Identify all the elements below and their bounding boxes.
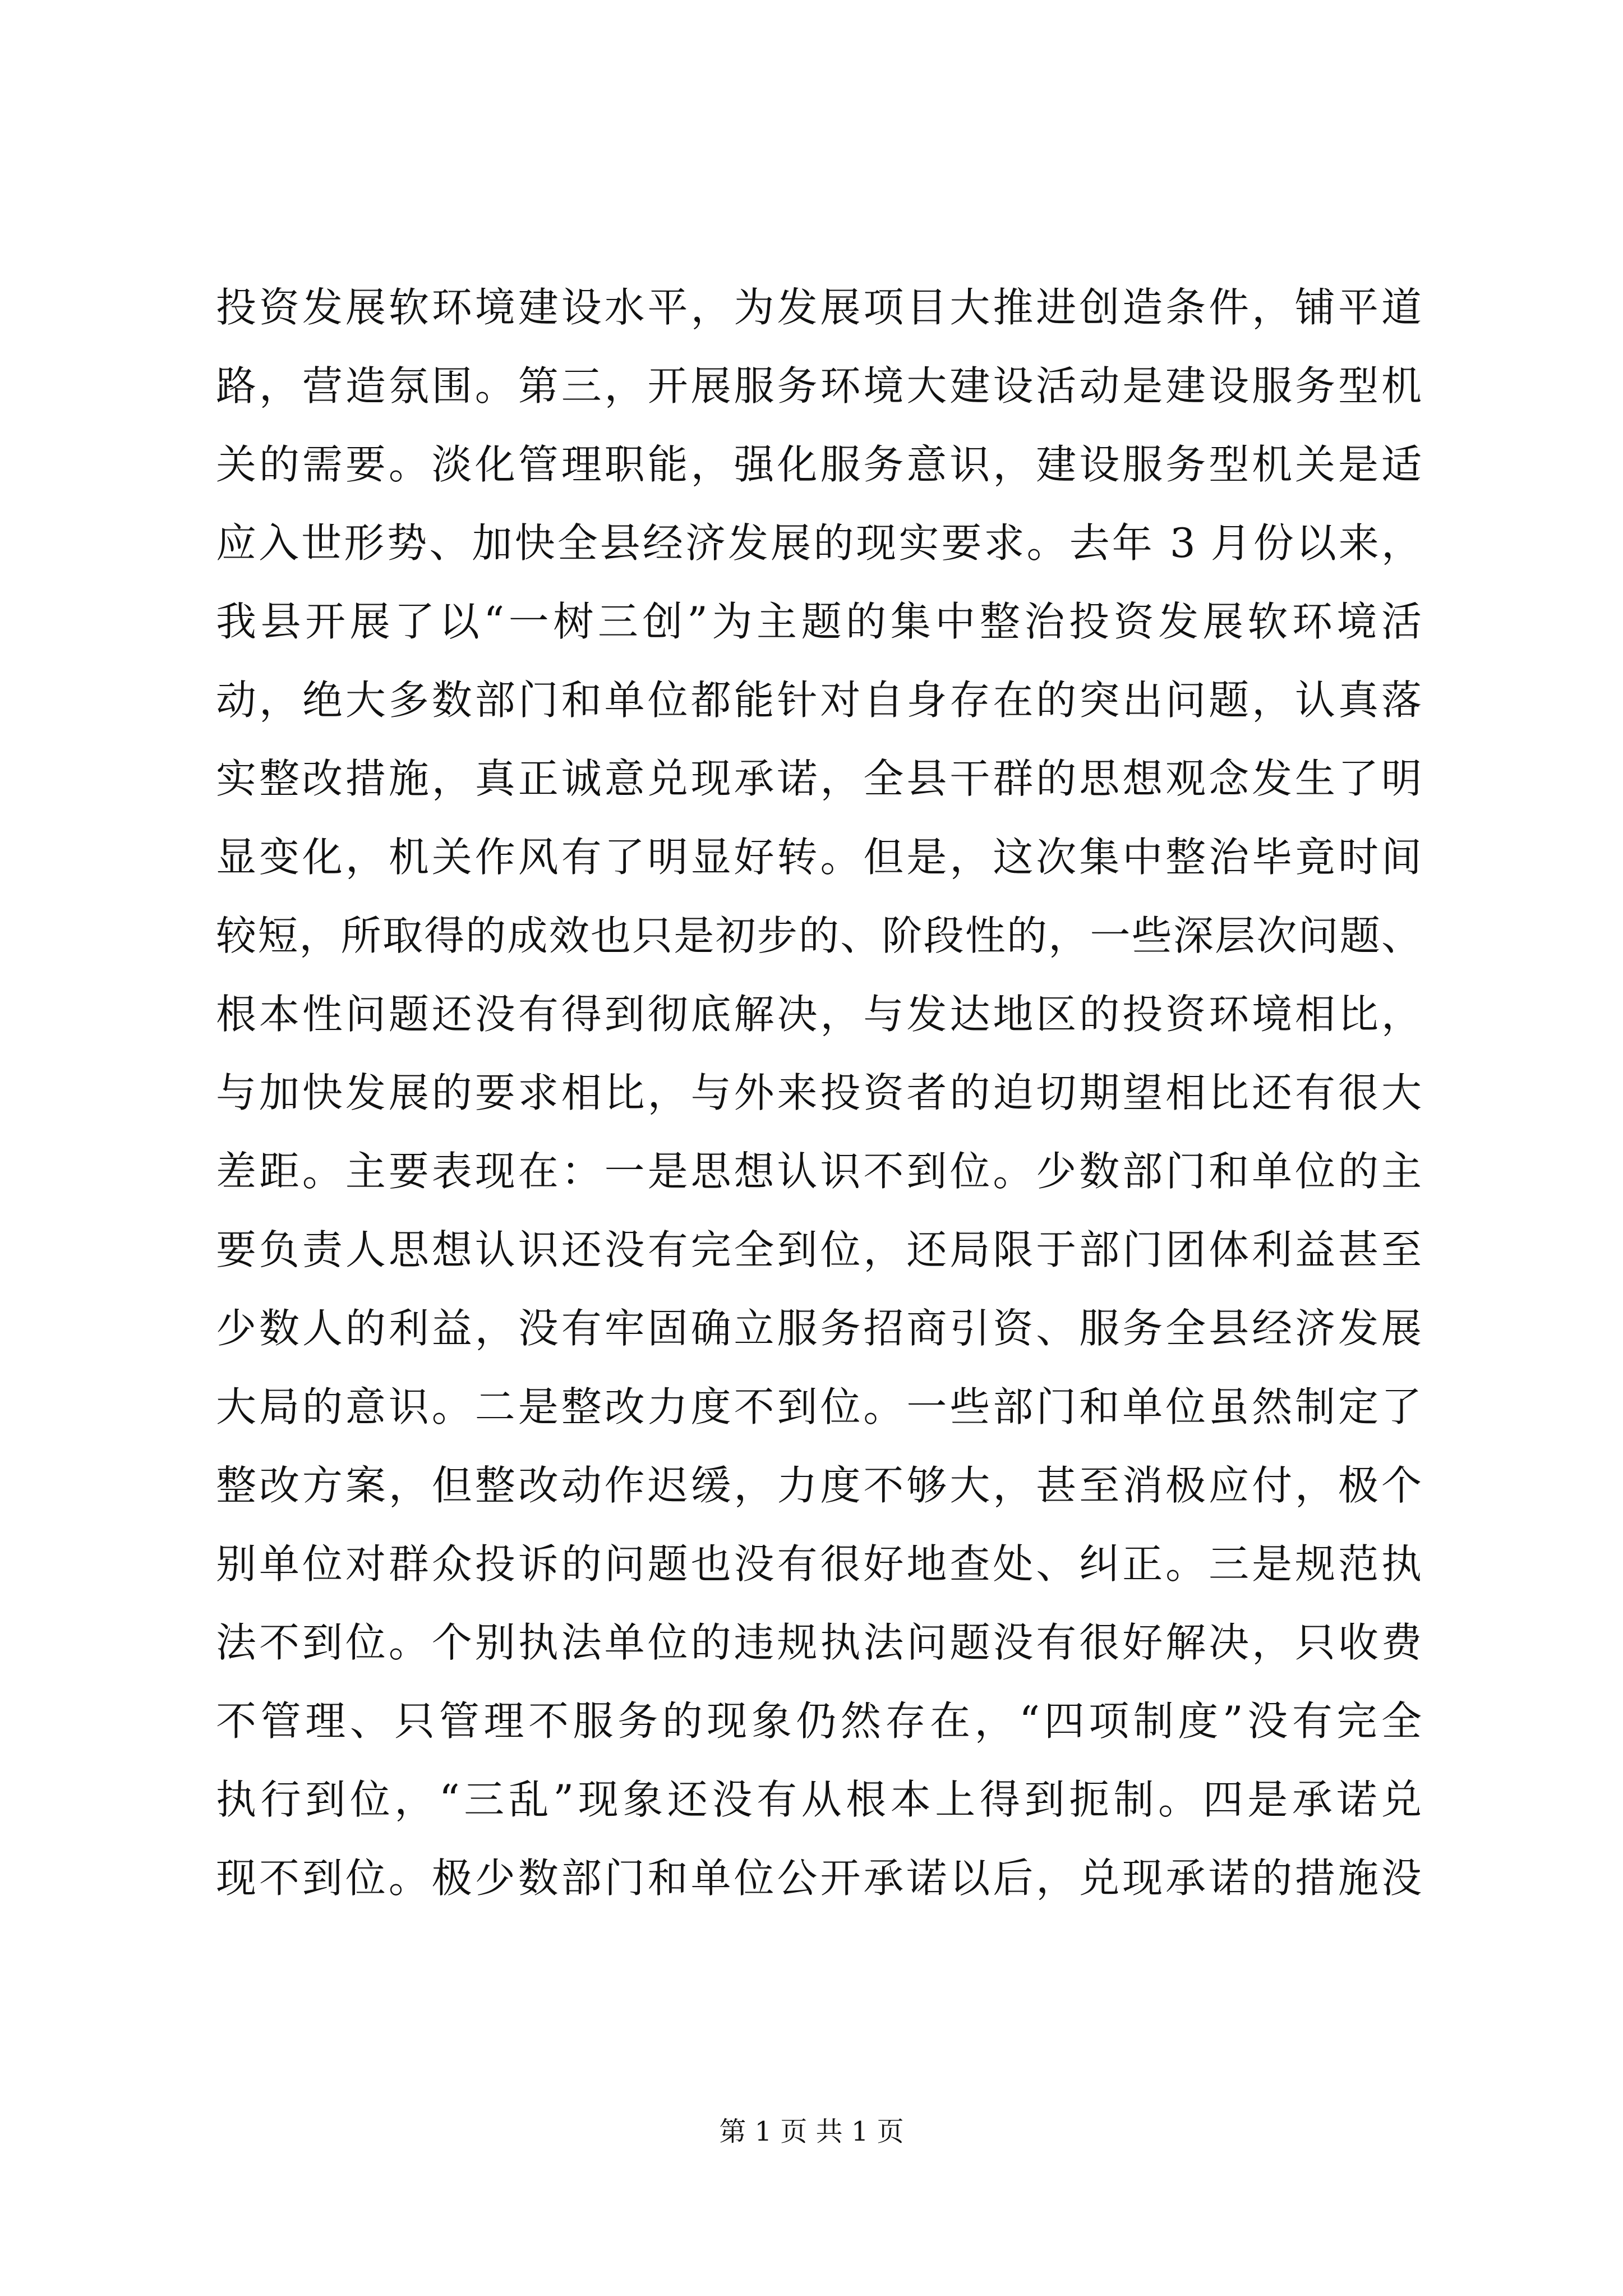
text-line: 差距。主要表现在：一是思想认识不到位。少数部门和单位的主 — [216, 1148, 1422, 1195]
text-line: 整改方案，但整改动作迟缓，力度不够大，甚至消极应付，极个 — [216, 1462, 1422, 1509]
page-footer — [0, 2115, 1623, 2148]
text-line: 显变化，机关作风有了明显好转。但是，这次集中整治毕竟时间 — [216, 834, 1422, 881]
text-line: 实整改措施，真正诚意兑现承诺，全县干群的思想观念发生了明 — [216, 755, 1422, 802]
text-line: 执行到位，“三乱”现象还没有从根本上得到扼制。四是承诺兑 — [216, 1776, 1422, 1823]
page-number-label: 第 1 页 共 1 页 — [719, 2116, 904, 2147]
text-line: 根本性问题还没有得到彻底解决，与发达地区的投资环境相比， — [216, 991, 1422, 1038]
text-line: 投资发展软环境建设水平，为发展项目大推进创造条件，铺平道 — [216, 284, 1422, 331]
text-line: 应入世形势、加快全县经济发展的现实要求。去年 3 月份以来， — [216, 519, 1422, 567]
body-text — [216, 268, 1422, 1917]
text-line: 别单位对群众投诉的问题也没有很好地查处、纠正。三是规范执 — [216, 1540, 1422, 1588]
text-line: 动，绝大多数部门和单位都能针对自身存在的突出问题，认真落 — [216, 677, 1422, 724]
text-line: 与加快发展的要求相比，与外来投资者的迫切期望相比还有很大 — [216, 1069, 1422, 1116]
text-line: 大局的意识。二是整改力度不到位。一些部门和单位虽然制定了 — [216, 1383, 1422, 1430]
text-line: 较短，所取得的成效也只是初步的、阶段性的，一些深层次问题、 — [216, 912, 1422, 959]
text-line: 少数人的利益，没有牢固确立服务招商引资、服务全县经济发展 — [216, 1305, 1422, 1352]
text-line: 我县开展了以“一树三创”为主题的集中整治投资发展软环境活 — [216, 598, 1422, 645]
text-line: 不管理、只管理不服务的现象仍然存在，“四项制度”没有完全 — [216, 1697, 1422, 1745]
text-line: 要负责人思想认识还没有完全到位，还局限于部门团体利益甚至 — [216, 1226, 1422, 1273]
text-line: 路，营造氛围。第三，开展服务环境大建设活动是建设服务型机 — [216, 362, 1422, 409]
text-line: 关的需要。淡化管理职能，强化服务意识，建设服务型机关是适 — [216, 441, 1422, 488]
text-line: 法不到位。个别执法单位的违规执法问题没有很好解决，只收费 — [216, 1619, 1422, 1666]
text-line: 现不到位。极少数部门和单位公开承诺以后，兑现承诺的措施没 — [216, 1855, 1422, 1902]
